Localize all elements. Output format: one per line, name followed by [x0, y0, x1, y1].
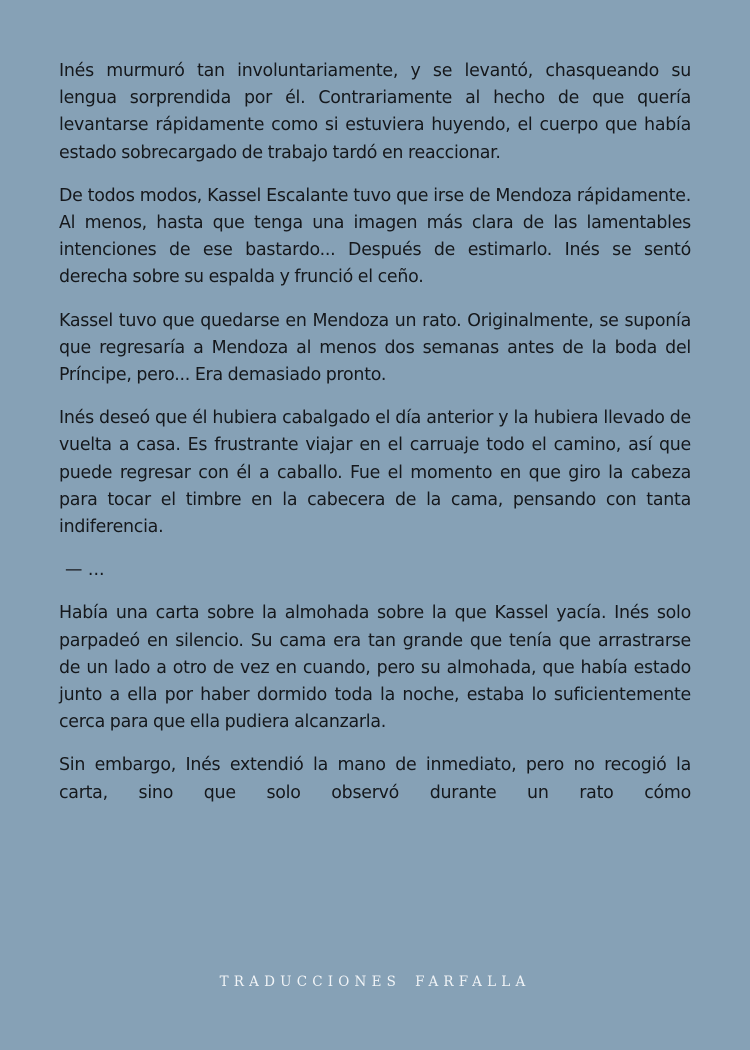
paragraph-1: Inés murmuró tan involuntariamente, y se levantó, chasqueando su lengua sorprendida por él. Contrariamente al hecho de que quería levantarse rápidamente como si estuviera huyendo, el cuerpo que había estado sobrecargado de trabajo tardó en reaccionar. [59, 61, 691, 163]
paragraph-6: Sin embargo, Inés extendió la mano de inmediato, pero no recogió la carta, sino que solo observó durante un rato cómo [59, 755, 691, 803]
page-body [59, 58, 691, 823]
scene-break: — ... [65, 560, 105, 581]
paragraph-3: Kassel tuvo que quedarse en Mendoza un rato. Originalmente, se suponía que regresaría a Mendoza al menos dos semanas antes de la boda del Príncipe, pero... Era demasiado pronto. [59, 310, 691, 386]
translator-credit-footer [0, 974, 750, 990]
footer-word-1: TRADUCCIONES [219, 974, 402, 990]
paragraph-5: Había una carta sobre la almohada sobre la que Kassel yacía. Inés solo parpadeó en silencio. Su cama era tan grande que tenía que arrastrarse de un lado a otro de vez en cuando, pero su almohada, que había estado junto a ella por haber dormido toda la noche, estaba lo suficientemente cerca para que ella pudiera alcanzarla. [59, 603, 691, 733]
footer-word-2: FARFALLA [415, 974, 531, 990]
paragraph-2: De todos modos, Kassel Escalante tuvo que irse de Mendoza rápidamente. Al menos, hasta que tenga una imagen más clara de las lamentables intenciones de ese bastardo... Después de estimarlo. Inés se sentó derecha sobre su espalda y frunció el ceño. [59, 185, 691, 288]
paragraph-4: Inés deseó que él hubiera cabalgado el día anterior y la hubiera llevado de vuelta a casa. Es frustrante viajar en el carruaje todo el camino, así que puede regresar con él a caballo. Fue el momento en que giro la cabeza para tocar el timbre en la cabecera de la cama, pensando con tanta indiferencia. [59, 408, 691, 538]
